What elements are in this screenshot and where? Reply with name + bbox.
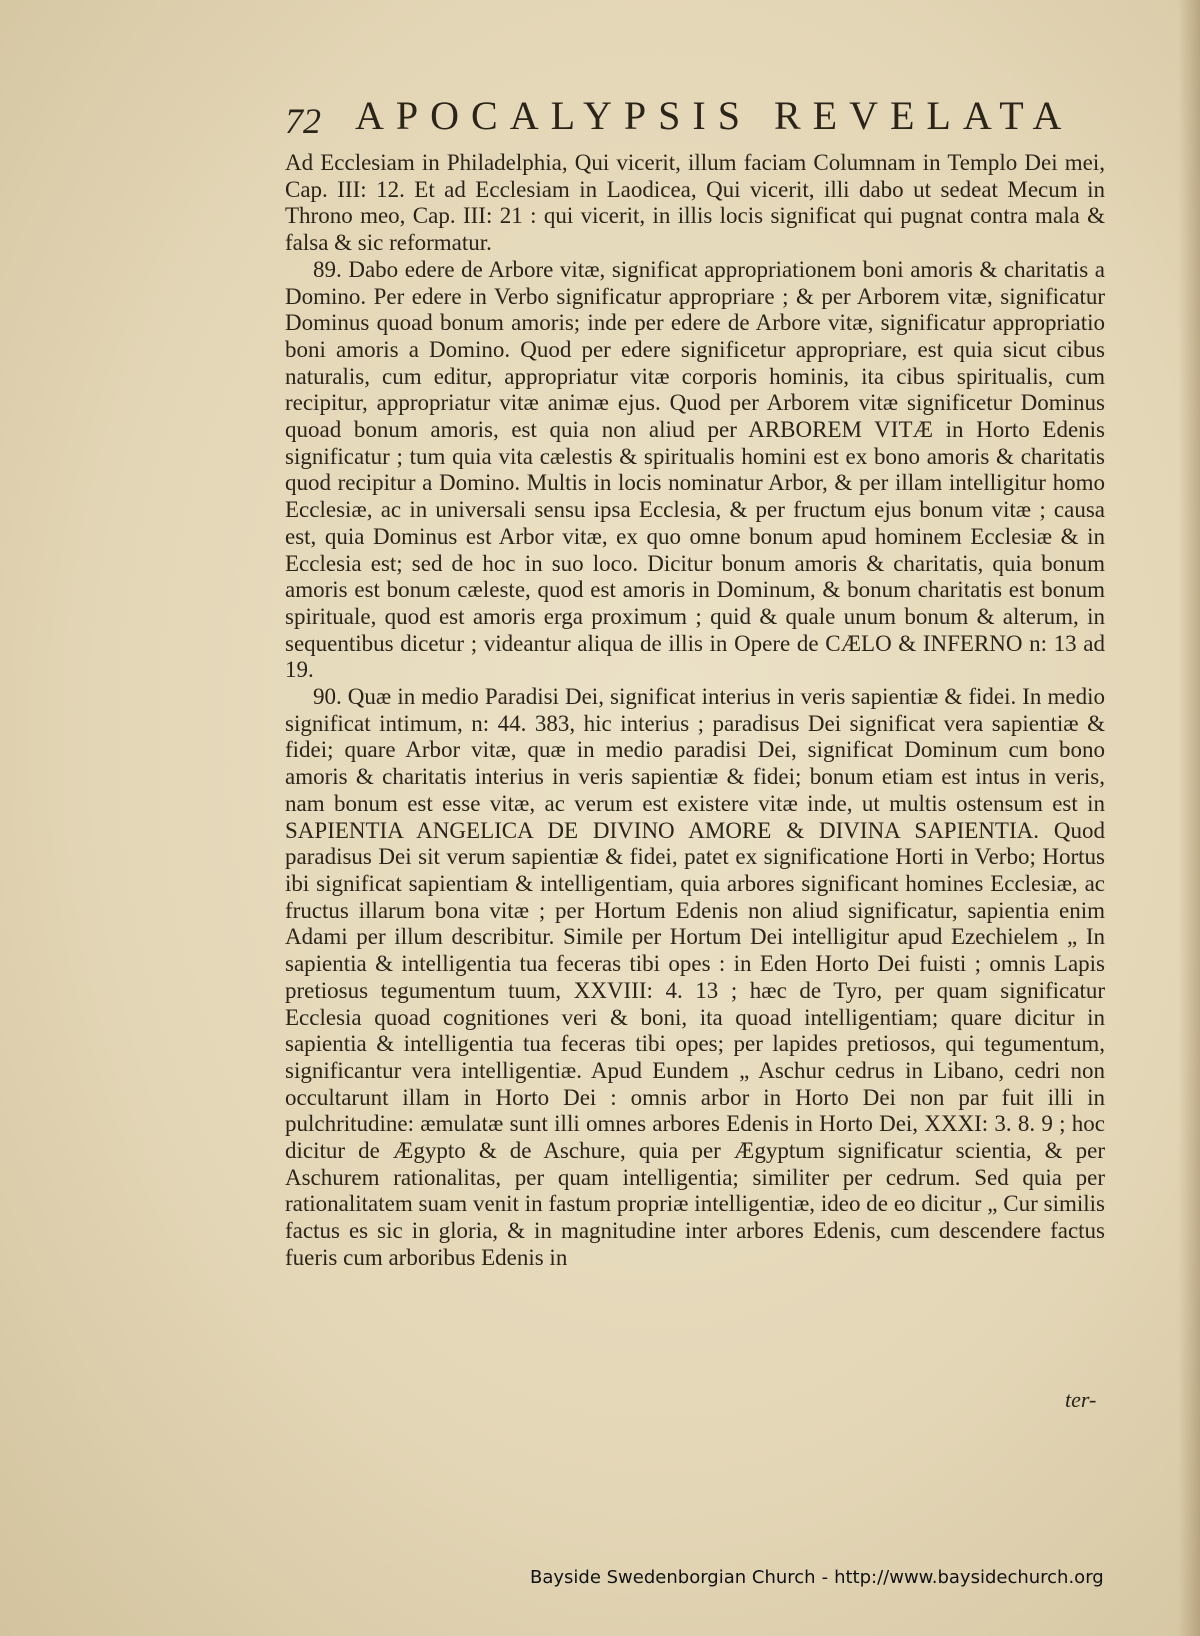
page-number: 72: [285, 101, 321, 141]
paragraph-90: 90. Quæ in medio Paradisi Dei, significat interius in veris sapientiæ & fidei. In medio significat intimum, n: 44. 383, hic interius ; paradisus Dei significat vera sapientiæ & fidei; quare Arbor vitæ, quæ in medio paradisi Dei, significat Dominum cum bono amoris & charitatis interius in veris sapientiæ & fidei; bonum etiam est intus in veris, nam bonum est esse vitæ, ac verum est existere vitæ inde, ut multis ostensum est in SAPIENTIA ANGELICA DE DIVINO AMORE & DIVINA SAPIENTIA. Quod paradisus Dei sit verum sapientiæ & fidei, patet ex significatione Horti in Verbo; Hortus ibi significat sapientiam & intelligentiam, quia arbores significant homines Ecclesiæ, ac fructus illarum bona vitæ ; per Hortum Edenis non aliud significatur, sapientia enim Adami per illum describitur. Simile per Hortum Dei intelligitur apud Ezechielem „ In sapientia & intelligentia tua feceras tibi opes : in Eden Horto Dei fuisti ; omnis Lapis pretiosus tegumentum tuum, XXVIII: 4. 13 ; hæc de Tyro, per quam significatur Ecclesia quoad cognitiones veri & boni, ita quoad intelligentiam; quare dicitur in sapientia & intelligentia tua feceras tibi opes; per lapides pretiosos, qui tegumentum, significantur vera intelligentiæ. Apud Eundem „ Aschur cedrus in Libano, cedri non occultarunt illam in Horto Dei : omnis arbor in Horto Dei non par fuit illi in pulchritudine: æmulatæ sunt illi omnes arbores Edenis in Horto Dei, XXXI: 3. 8. 9 ; hoc dicitur de Ægypto & de Aschure, quia per Ægyptum significatur scientia, & per Aschurem rationalitas, per quam intelligentia; similiter per cedrum. Sed quia per rationalitatem suam venit in fastum propriæ intelligentiæ, ideo de eo dicitur „ Cur similis factus es sic in gloria, & in magnitudine inter arbores Edenis, cum descendere factus fueris cum arboribus Edenis in: [285, 684, 1105, 1270]
footer-separator: -: [821, 1567, 829, 1588]
footer-church-name: Bayside Swedenborgian Church: [530, 1567, 816, 1588]
footer-url[interactable]: http://www.baysidechurch.org: [834, 1567, 1104, 1588]
body-text: [285, 150, 1105, 1272]
page-edge-shadow: [1178, 0, 1200, 1636]
running-title: APOCALYPSIS REVELATA: [355, 93, 1074, 138]
paragraph-89: 89. Dabo edere de Arbore vitæ, significat appropriationem boni amoris & charitatis a Domino. Per edere in Verbo significatur appropriare ; & per Arborem vitæ, significatur Dominus quoad bonum amoris; inde per edere de Arbore vitæ, significatur appropriatio boni amoris a Domino. Quod per edere significetur appropriare, est quia sicut cibus naturalis, cum editur, appropriatur vitæ corporis hominis, ita cibus spiritualis, cum recipitur, appropriatur vitæ animæ ejus. Quod per Arborem vitæ significetur Dominus quoad bonum amoris, est quia non aliud per ARBOREM VITÆ in Horto Edenis significatur ; tum quia vita cælestis & spiritualis homini est ex bono amoris & charitatis quod recipitur a Domino. Multis in locis nominatur Arbor, & per illam intelligitur homo Ecclesiæ, ac in universali sensu ipsa Ecclesia, & per fructum ejus bonum vitæ ; causa est, quia Dominus est Arbor vitæ, ex quo omne bonum apud hominem Ecclesiæ & in Ecclesia est; sed de hoc in suo loco. Dicitur bonum amoris & charitatis, quia bonum amoris est bonum cæleste, quod est amoris in Dominum, & bonum charitatis est bonum spirituale, quod est amoris erga proximum ; quid & quale unum bonum & alterum, in sequentibus dicetur ; videantur aliqua de illis in Opere de CÆLO & INFERNO n: 13 ad 19.: [285, 256, 1105, 683]
footer-credit: [530, 1567, 1120, 1588]
catchword: ter-: [1065, 1387, 1097, 1412]
paragraph-continuation: Ad Ecclesiam in Philadelphia, Qui vicerit, illum faciam Columnam in Templo Dei mei, Cap. III: 12. Et ad Ecclesiam in Laodicea, Qui vicerit, illi dabo ut sedeat Mecum in Throno meo, Cap. III: 21 : qui vicerit, in illis locis significat qui pugnat contra mala & falsa & sic reformatur.: [285, 150, 1105, 256]
page-header: [285, 92, 1074, 142]
